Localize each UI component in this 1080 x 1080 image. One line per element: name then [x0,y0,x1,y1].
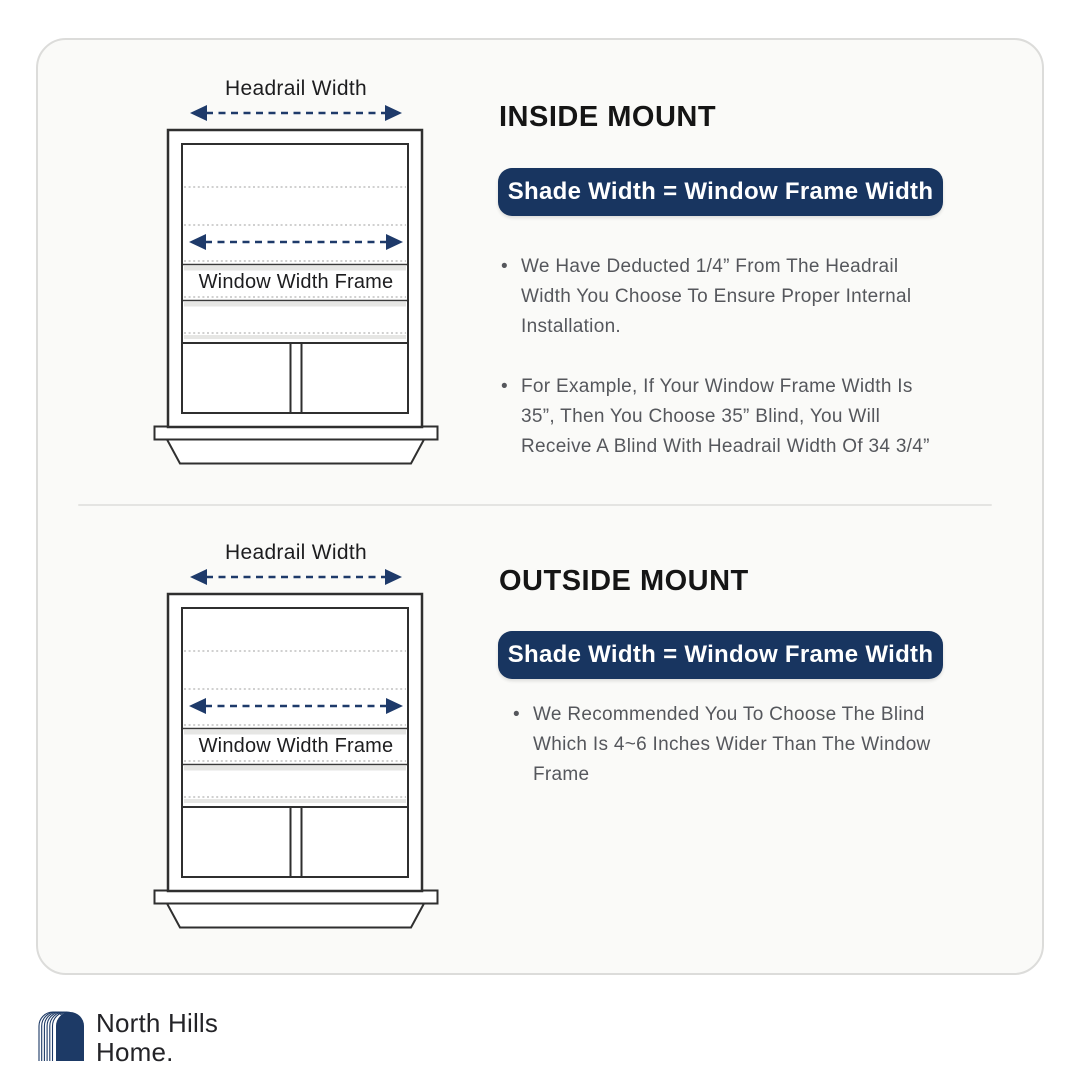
brand-name [96,1004,218,1067]
shade-width-badge: Shade Width = Window Frame Width [498,631,943,679]
outside-mount-diagram [148,540,444,932]
bullet-item: • We Recommended You To Choose The Blind Which Is 4~6 Inches Wider Than The Window Frame [512,700,932,790]
window-illustration [151,592,441,929]
window-width-frame-label: Window Width Frame [198,735,394,757]
arch-logo-icon [38,1004,86,1062]
brand-logo [38,1004,218,1067]
headrail-width-arrow [188,568,404,586]
bullet-item: • For Example, If Your Window Frame Width Is 35”, Then You Choose 35” Blind, You Will Receive A Blind With Headrail Width Of 34 3/4” [500,372,952,462]
outside-mount-heading: OUTSIDE MOUNT [499,565,749,597]
headrail-width-arrow [188,104,404,122]
headrail-width-label: Headrail Width [225,541,367,564]
brand-name-line2: Home. [96,1037,174,1067]
window-illustration [151,128,441,465]
inside-mount-bullet-list [500,252,952,462]
outside-mount-bullet-list [512,700,932,790]
inside-mount-heading: INSIDE MOUNT [499,101,717,133]
headrail-width-label: Headrail Width [225,77,367,100]
inside-mount-diagram [148,76,444,468]
window-width-frame-label: Window Width Frame [198,271,394,293]
section-divider [78,504,992,506]
shade-width-badge: Shade Width = Window Frame Width [498,168,943,216]
bullet-item: • We Have Deducted 1/4” From The Headrail Width You Choose To Ensure Proper Internal Installation. [500,252,952,342]
brand-name-line1: North Hills [96,1008,219,1038]
